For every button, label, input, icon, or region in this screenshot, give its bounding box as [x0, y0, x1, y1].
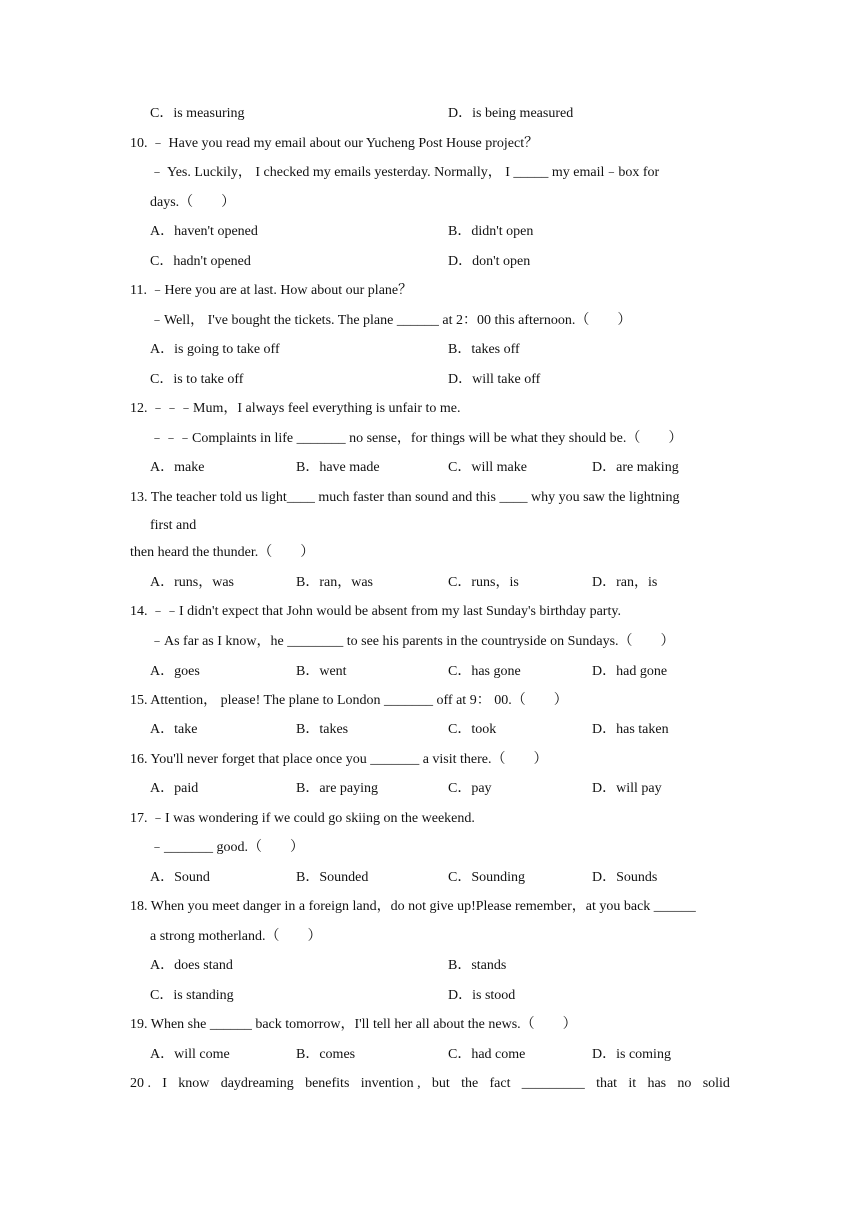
q9-option-d: D．is being measured — [448, 106, 574, 121]
q20-word: it — [628, 1076, 637, 1091]
q14-option-c: C．has gone — [448, 664, 521, 679]
q19-option-c: C．had come — [448, 1047, 526, 1062]
q18-option-d: D．is stood — [448, 988, 516, 1003]
q13-option-b: B．ran，was — [296, 575, 373, 590]
q13-stem-line2: first and — [150, 518, 197, 533]
q13-option-d: D．ran，is — [592, 575, 658, 590]
q20-word: the — [461, 1076, 479, 1091]
q15-stem: 15. Attention， please! The plane to London _______ off at 9： 00.（ ） — [130, 693, 568, 708]
q11-stem: 11. ﹣Here you are at last. How about our plane？ — [130, 283, 413, 298]
q14-stem-line2: ﹣As far as I know，he ________ to see his parents in the countryside on Sundays.（ ） — [150, 634, 675, 649]
q17-option-c: C．Sounding — [448, 870, 526, 885]
q20-blank: _________ — [521, 1076, 585, 1091]
q12-option-a: A．make — [150, 460, 205, 475]
q9-option-c: C．is measuring — [150, 106, 245, 121]
q18-option-b: B．stands — [448, 958, 507, 973]
q20-word: fact — [489, 1076, 511, 1091]
q18-stem-line2: a strong motherland.（ ） — [150, 929, 322, 944]
q12-stem: 12. ﹣﹣﹣Mum，I always feel everything is unfair to me. — [130, 401, 461, 416]
q15-option-a: A．take — [150, 722, 198, 737]
q10-stem-line2: ﹣ Yes. Luckily， I checked my emails yesterday. Normally， I _____ my email﹣box for — [150, 165, 660, 180]
q17-option-d: D．Sounds — [592, 870, 658, 885]
q20-word: I — [162, 1076, 167, 1091]
q13-stem-line3: then heard the thunder.（ ） — [130, 545, 315, 560]
q11-option-a: A．is going to take off — [150, 342, 280, 357]
q11-option-d: D．will take off — [448, 372, 541, 387]
q17-stem-line2: ﹣_______ good.（ ） — [150, 840, 304, 855]
q15-option-b: B．takes — [296, 722, 349, 737]
q20-word: 20 . — [130, 1076, 151, 1091]
q13-option-c: C．runs，is — [448, 575, 519, 590]
q20-word: daydreaming — [220, 1076, 294, 1091]
q20-word: no — [677, 1076, 692, 1091]
q10-option-d: D．don't open — [448, 254, 531, 269]
q20-word: solid — [702, 1076, 730, 1091]
q20-word: invention , — [360, 1076, 421, 1091]
q16-stem: 16. You'll never forget that place once you _______ a visit there.（ ） — [130, 752, 548, 767]
q16-option-b: B．are paying — [296, 781, 379, 796]
q16-option-c: C．pay — [448, 781, 492, 796]
q14-option-a: A．goes — [150, 664, 200, 679]
q13-option-a: A．runs，was — [150, 575, 234, 590]
q19-option-a: A．will come — [150, 1047, 230, 1062]
q19-option-d: D．is coming — [592, 1047, 671, 1062]
q10-stem-line3: days.（ ） — [150, 195, 236, 210]
q14-option-d: D．had gone — [592, 664, 668, 679]
q17-option-b: B．Sounded — [296, 870, 369, 885]
q20-word: that — [596, 1076, 618, 1091]
q11-option-c: C．is to take off — [150, 372, 244, 387]
q14-option-b: B．went — [296, 664, 347, 679]
q16-option-d: D．will pay — [592, 781, 662, 796]
q15-option-c: C．took — [448, 722, 497, 737]
q13-stem: 13. The teacher told us light____ much faster than sound and this ____ why you saw the lightning — [130, 490, 680, 505]
q20-word: has — [647, 1076, 667, 1091]
q12-option-d: D．are making — [592, 460, 679, 475]
q12-option-c: C．will make — [448, 460, 527, 475]
q10-stem: 10. ﹣ Have you read my email about our Yucheng Post House project？ — [130, 136, 539, 151]
q12-stem-line2: ﹣﹣﹣Complaints in life _______ no sense，for things will be what they should be.（ ） — [150, 431, 683, 446]
q20-stem — [130, 1076, 730, 1092]
q10-option-a: A．haven't opened — [150, 224, 258, 239]
q20-word: know — [178, 1076, 210, 1091]
q18-stem: 18. When you meet danger in a foreign land，do not give up!Please remember，at you back ______ — [130, 899, 696, 914]
q10-option-b: B．didn't open — [448, 224, 534, 239]
q10-option-c: C．hadn't opened — [150, 254, 251, 269]
q19-option-b: B．comes — [296, 1047, 356, 1062]
q19-stem: 19. When she ______ back tomorrow，I'll tell her all about the news.（ ） — [130, 1017, 577, 1032]
q11-option-b: B．takes off — [448, 342, 520, 357]
q17-stem: 17. ﹣I was wondering if we could go skiing on the weekend. — [130, 811, 475, 826]
q18-option-c: C．is standing — [150, 988, 234, 1003]
q18-option-a: A．does stand — [150, 958, 233, 973]
q11-stem-line2: ﹣Well， I've bought the tickets. The plane ______ at 2：00 this afternoon.（ ） — [150, 313, 632, 328]
q20-word: but — [431, 1076, 450, 1091]
q20-word: benefits — [305, 1076, 350, 1091]
q16-option-a: A．paid — [150, 781, 199, 796]
q17-option-a: A．Sound — [150, 870, 210, 885]
q15-option-d: D．has taken — [592, 722, 669, 737]
q12-option-b: B．have made — [296, 460, 380, 475]
q14-stem: 14. ﹣﹣I didn't expect that John would be absent from my last Sunday's birthday party. — [130, 604, 621, 619]
